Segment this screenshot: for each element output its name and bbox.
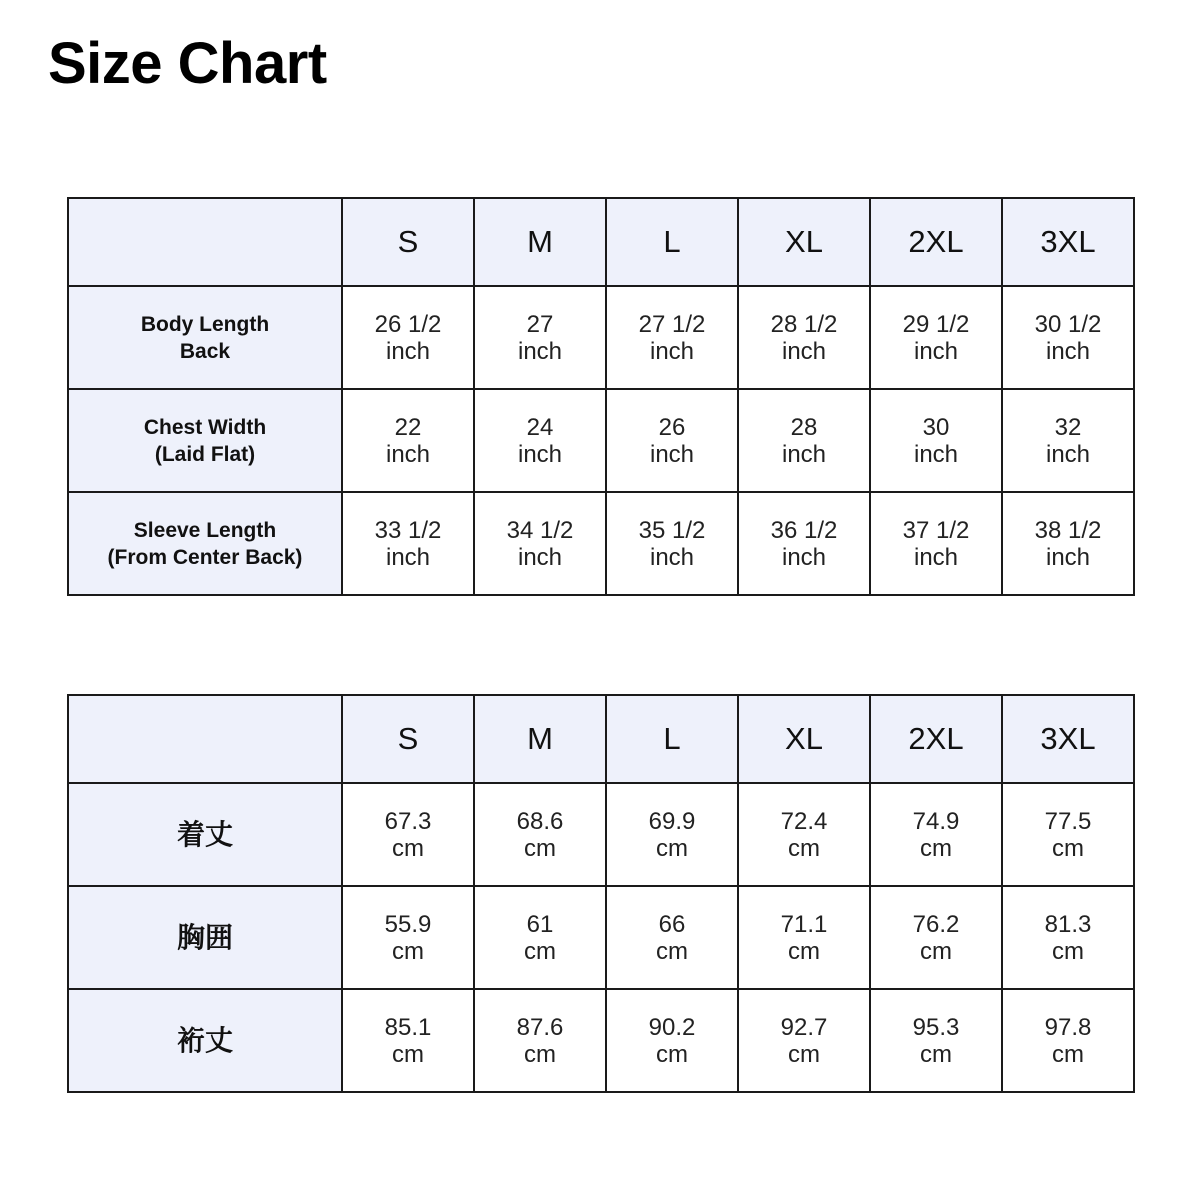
row-label (68, 492, 342, 595)
measurement-unit: cm (392, 937, 424, 965)
size-header-2xl: 2XL (870, 695, 1002, 783)
corner-cell (68, 198, 342, 286)
measurement-unit: cm (524, 834, 556, 862)
measurement-value: 22 (394, 413, 422, 441)
measurement-cell (1002, 389, 1134, 492)
size-table-inch (67, 197, 1135, 596)
measurement-unit: cm (920, 1040, 952, 1068)
measurement-unit: cm (1052, 1040, 1084, 1068)
measurement-value: 76.2 (912, 910, 960, 938)
measurement-cell (870, 783, 1002, 886)
measurement-unit: inch (517, 440, 563, 468)
measurement-value: 92.7 (780, 1013, 828, 1041)
row-label-line: (From Center Back) (107, 545, 303, 569)
measurement-cell (1002, 492, 1134, 595)
measurement-unit: cm (920, 937, 952, 965)
measurement-unit: inch (781, 543, 827, 571)
measurement-value: 55.9 (384, 910, 432, 938)
measurement-cell (342, 286, 474, 389)
measurement-value: 27 (526, 310, 554, 338)
measurement-value: 36 1/2 (770, 516, 838, 544)
measurement-cell (1002, 783, 1134, 886)
measurement-unit: inch (385, 543, 431, 571)
measurement-value: 28 1/2 (770, 310, 838, 338)
measurement-unit: cm (788, 937, 820, 965)
page-title: Size Chart (48, 31, 327, 96)
measurement-cell (606, 389, 738, 492)
size-header-row (68, 198, 1134, 286)
measurement-cell (738, 989, 870, 1092)
measurement-unit: cm (920, 834, 952, 862)
row-label (68, 886, 342, 989)
row-label-line: Chest Width (143, 415, 267, 439)
size-table-cm (67, 694, 1135, 1093)
measurement-value: 32 (1054, 413, 1082, 441)
measurement-unit: inch (913, 543, 959, 571)
measurement-unit: inch (1045, 440, 1091, 468)
measurement-value: 74.9 (912, 807, 960, 835)
measurement-unit: cm (788, 1040, 820, 1068)
measurement-value: 26 1/2 (374, 310, 442, 338)
measurement-unit: inch (385, 337, 431, 365)
row-label (68, 989, 342, 1092)
size-header-l: L (606, 695, 738, 783)
size-header-l: L (606, 198, 738, 286)
measurement-value: 30 (922, 413, 950, 441)
measurement-value: 81.3 (1044, 910, 1092, 938)
measurement-value: 68.6 (516, 807, 564, 835)
size-header-s: S (342, 695, 474, 783)
measurement-value: 27 1/2 (638, 310, 706, 338)
measurement-cell (474, 989, 606, 1092)
measurement-cell (1002, 989, 1134, 1092)
measurement-value: 35 1/2 (638, 516, 706, 544)
measurement-cell (474, 286, 606, 389)
measurement-unit: cm (1052, 937, 1084, 965)
row-label-line: (Laid Flat) (154, 442, 256, 466)
measurement-value: 85.1 (384, 1013, 432, 1041)
size-header-xl: XL (738, 198, 870, 286)
measurement-value: 67.3 (384, 807, 432, 835)
measurement-cell (606, 783, 738, 886)
measurement-unit: inch (781, 337, 827, 365)
measurement-cell (342, 886, 474, 989)
measurement-value: 28 (790, 413, 818, 441)
measurement-value: 95.3 (912, 1013, 960, 1041)
measurement-cell (606, 286, 738, 389)
measurement-cell (870, 286, 1002, 389)
size-header-2xl: 2XL (870, 198, 1002, 286)
measurement-value: 61 (526, 910, 554, 938)
table-row (68, 286, 1134, 389)
size-header-3xl: 3XL (1002, 695, 1134, 783)
measurement-unit: inch (517, 337, 563, 365)
measurement-cell (474, 783, 606, 886)
table-row (68, 886, 1134, 989)
measurement-unit: cm (524, 1040, 556, 1068)
measurement-cell (870, 989, 1002, 1092)
measurement-unit: cm (656, 834, 688, 862)
measurement-cell (738, 492, 870, 595)
measurement-cell (738, 886, 870, 989)
size-header-m: M (474, 695, 606, 783)
row-label-line: Sleeve Length (133, 518, 277, 542)
measurement-unit: cm (1052, 834, 1084, 862)
measurement-value: 69.9 (648, 807, 696, 835)
measurement-cell (474, 492, 606, 595)
measurement-cell (606, 989, 738, 1092)
measurement-cell (474, 886, 606, 989)
table-row (68, 389, 1134, 492)
measurement-cell (606, 886, 738, 989)
size-header-3xl: 3XL (1002, 198, 1134, 286)
measurement-value: 37 1/2 (902, 516, 970, 544)
measurement-value: 33 1/2 (374, 516, 442, 544)
table-row (68, 783, 1134, 886)
size-header-m: M (474, 198, 606, 286)
measurement-value: 77.5 (1044, 807, 1092, 835)
measurement-cell (738, 783, 870, 886)
row-label-line: 裄丈 (176, 1024, 233, 1057)
row-label (68, 286, 342, 389)
measurement-value: 29 1/2 (902, 310, 970, 338)
measurement-value: 66 (658, 910, 686, 938)
measurement-cell (342, 389, 474, 492)
measurement-unit: cm (524, 937, 556, 965)
measurement-value: 26 (658, 413, 686, 441)
measurement-unit: inch (913, 337, 959, 365)
row-label (68, 783, 342, 886)
measurement-cell (870, 389, 1002, 492)
measurement-unit: inch (649, 440, 695, 468)
measurement-cell (342, 783, 474, 886)
measurement-unit: cm (656, 937, 688, 965)
measurement-unit: cm (392, 834, 424, 862)
measurement-value: 97.8 (1044, 1013, 1092, 1041)
measurement-cell (474, 389, 606, 492)
measurement-unit: inch (1045, 543, 1091, 571)
size-header-xl: XL (738, 695, 870, 783)
measurement-unit: inch (517, 543, 563, 571)
row-label-line: 胸囲 (176, 921, 233, 954)
table-row (68, 492, 1134, 595)
measurement-value: 90.2 (648, 1013, 696, 1041)
measurement-cell (738, 389, 870, 492)
measurement-value: 72.4 (780, 807, 828, 835)
measurement-unit: inch (649, 543, 695, 571)
measurement-cell (870, 886, 1002, 989)
measurement-value: 24 (526, 413, 554, 441)
measurement-cell (738, 286, 870, 389)
measurement-value: 38 1/2 (1034, 516, 1102, 544)
size-header-s: S (342, 198, 474, 286)
measurement-cell (606, 492, 738, 595)
size-header-row (68, 695, 1134, 783)
measurement-cell (342, 492, 474, 595)
measurement-unit: inch (385, 440, 431, 468)
measurement-unit: inch (913, 440, 959, 468)
table-row (68, 989, 1134, 1092)
measurement-value: 71.1 (780, 910, 828, 938)
measurement-cell (870, 492, 1002, 595)
measurement-unit: inch (781, 440, 827, 468)
measurement-unit: cm (788, 834, 820, 862)
measurement-cell (342, 989, 474, 1092)
measurement-unit: cm (656, 1040, 688, 1068)
corner-cell (68, 695, 342, 783)
row-label (68, 389, 342, 492)
measurement-cell (1002, 886, 1134, 989)
measurement-value: 34 1/2 (506, 516, 574, 544)
measurement-value: 30 1/2 (1034, 310, 1102, 338)
measurement-cell (1002, 286, 1134, 389)
row-label-line: Back (179, 339, 231, 363)
measurement-value: 87.6 (516, 1013, 564, 1041)
row-label-line: 着丈 (176, 818, 233, 851)
measurement-unit: inch (1045, 337, 1091, 365)
measurement-unit: cm (392, 1040, 424, 1068)
row-label-line: Body Length (140, 312, 270, 336)
measurement-unit: inch (649, 337, 695, 365)
